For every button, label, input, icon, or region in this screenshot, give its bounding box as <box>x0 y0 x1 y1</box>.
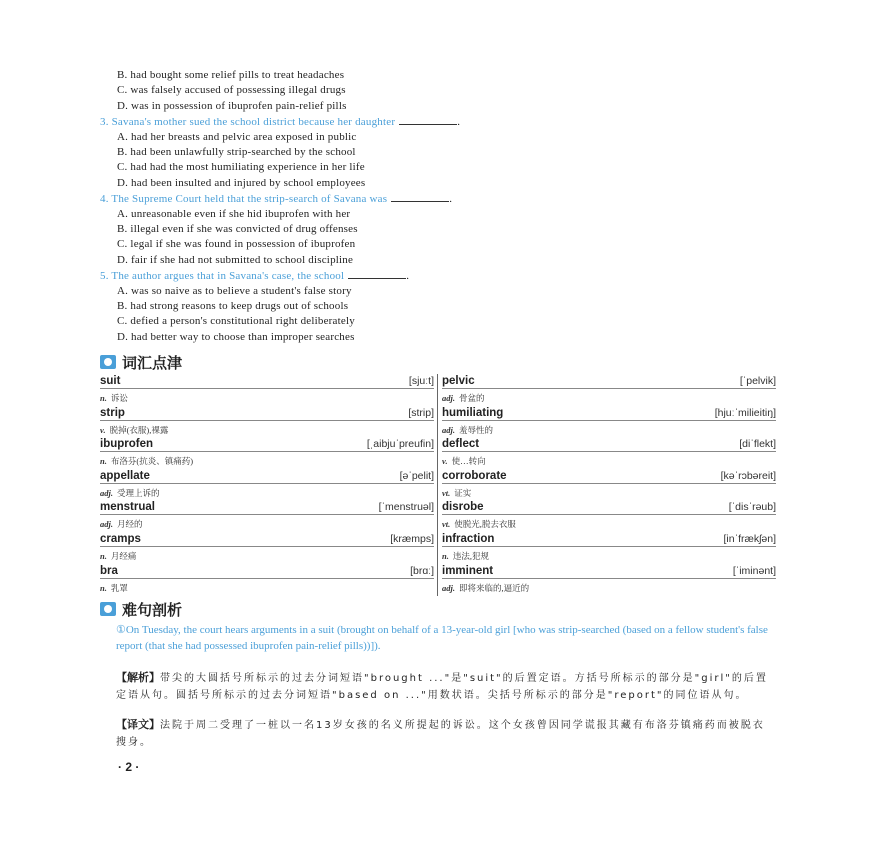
vocab-pos: adj. <box>442 582 455 593</box>
vocab-phonetic: [inˈfrækʃən] <box>723 533 776 545</box>
vocab-phonetic: [diˈflekt] <box>739 438 776 451</box>
vocab-entry <box>100 374 434 406</box>
vocab-divider <box>437 374 438 596</box>
answer-option <box>117 146 356 158</box>
vocab-entry <box>442 437 776 469</box>
analysis-sentence: ①On Tuesday, the court hears arguments in a suit (brought on behalf of a 13-year-old girl [who was strip-searched (based on a fellow student's false report (that she had possessed ibuprofen pain-relief pills))]). <box>116 624 768 652</box>
vocab-entry <box>442 469 776 501</box>
vocab-entry <box>100 564 434 596</box>
vocab-entry <box>100 469 434 501</box>
vocab-meaning <box>442 455 486 467</box>
vocab-pos: n. <box>100 393 107 403</box>
answer-option <box>117 285 352 297</box>
line-text: 5. The author argues that in Savana's case, the school <box>100 270 345 283</box>
vocab-phonetic: [ˈiminənt] <box>732 564 776 577</box>
vocab-word: corroborate <box>442 469 507 482</box>
vocab-rule <box>442 514 776 515</box>
people-icon <box>100 602 116 616</box>
analysis-explanation <box>116 670 771 704</box>
vocab-section-header <box>100 353 182 371</box>
vocab-phonetic: [brɑː] <box>410 564 434 577</box>
answer-blank <box>348 269 406 279</box>
translation-text: 法院于周二受理了一桩以一名13岁女孩的名义所提起的诉讼。这个女孩曾因同学谎报其藏有布洛芬镇痛药而被脱衣搜身。 <box>116 720 765 748</box>
vocab-word: humiliating <box>442 406 504 419</box>
vocab-meaning <box>100 550 136 562</box>
vocab-phonetic: [kəˈrɔbəreit] <box>720 469 776 482</box>
vocab-pos: v. <box>100 424 106 435</box>
vocab-word: menstrual <box>100 501 155 514</box>
vocab-word: pelvic <box>442 375 475 387</box>
translation-label: 【译文】 <box>116 719 160 731</box>
vocab-definition: 受理上诉的 <box>117 487 160 498</box>
answer-blank <box>391 192 449 202</box>
vocab-pos: n. <box>100 456 107 467</box>
answer-option <box>117 315 355 327</box>
vocab-entry <box>442 564 776 596</box>
vocab-definition: 使…转向 <box>451 456 486 467</box>
vocab-definition: 布洛芬(抗炎、镇痛药) <box>110 456 194 467</box>
vocab-section-title: 词汇点津 <box>122 353 183 372</box>
vocab-word: bra <box>100 564 118 577</box>
answer-option <box>117 131 356 143</box>
vocab-definition: 乳罩 <box>110 582 128 593</box>
vocab-meaning <box>442 487 471 499</box>
vocab-word: appellate <box>100 469 150 482</box>
line-text: B. had strong reasons to keep drugs out of schools <box>117 300 349 312</box>
vocab-definition: 月经的 <box>117 519 143 530</box>
answer-option <box>117 100 347 112</box>
vocab-definition: 月经痛 <box>110 551 137 561</box>
vocab-pos: adj. <box>442 424 455 435</box>
vocab-entry <box>100 406 434 438</box>
analysis-section-title: 难句剖析 <box>122 600 183 619</box>
vocab-meaning <box>100 518 143 530</box>
vocab-pos: adj. <box>100 519 113 530</box>
thumbs-up-icon <box>100 355 116 369</box>
vocab-meaning <box>442 518 516 530</box>
vocab-pos: n. <box>100 582 107 593</box>
vocab-definition: 证实 <box>454 487 472 498</box>
vocab-definition: 脱掉(衣服),裸露 <box>109 424 169 435</box>
line-text: A. had her breasts and pelvic area exposed in public <box>117 130 357 143</box>
page-number: · 2 · <box>118 760 140 774</box>
vocab-word: imminent <box>442 564 494 577</box>
vocab-definition: 违法,犯规 <box>452 551 489 561</box>
vocab-phonetic: [əˈpelit] <box>399 469 434 482</box>
vocab-phonetic: [sjuːt] <box>408 375 434 387</box>
line-text: D. had been insulted and injured by school employees <box>117 176 366 189</box>
vocab-meaning <box>442 550 489 562</box>
vocab-phonetic: [ˈmenstruəl] <box>378 501 434 514</box>
vocab-meaning <box>442 424 493 436</box>
line-text: C. had had the most humiliating experience in her life <box>117 161 365 174</box>
question-stem: 3. Savana's mother sued the school district because her daughter . <box>100 116 461 129</box>
answer-option <box>117 223 358 235</box>
vocab-rule <box>442 546 776 547</box>
answer-option <box>117 300 348 312</box>
vocab-rule <box>442 388 776 389</box>
answer-option <box>117 331 355 343</box>
vocab-rule <box>100 388 434 389</box>
line-text: B. illegal even if she was convicted of drug offenses <box>117 223 358 235</box>
explain-label: 【解析】 <box>116 672 160 684</box>
vocab-pos: n. <box>442 551 449 561</box>
line-text: C. was falsely accused of possessing illegal drugs <box>117 84 346 97</box>
vocab-phonetic: [ˈpelvik] <box>739 375 776 387</box>
analysis-translation <box>116 717 771 751</box>
vocab-meaning <box>100 392 128 404</box>
vocab-pos: vt. <box>442 519 451 530</box>
vocab-word: deflect <box>442 438 480 451</box>
vocab-pos: n. <box>100 551 107 561</box>
vocab-word: strip <box>100 406 125 419</box>
vocab-entry <box>442 500 776 532</box>
line-text: C. legal if she was found in possession of ibuprofen <box>117 238 356 251</box>
vocab-entry <box>442 532 776 564</box>
answer-blank <box>399 115 457 125</box>
vocab-word: disrobe <box>442 501 484 514</box>
vocab-entry <box>100 500 434 532</box>
vocab-phonetic: [strip] <box>408 406 434 419</box>
vocab-rule <box>100 514 434 515</box>
vocab-definition: 骨盆的 <box>459 393 485 403</box>
vocab-rule <box>100 451 434 452</box>
line-text: C. defied a person's constitutional right deliberately <box>117 315 355 328</box>
line-text: A. was so naive as to believe a student's false story <box>117 284 352 297</box>
vocab-entry <box>100 532 434 564</box>
explain-text: 带尖的大圆括号所标示的过去分词短语"brought ..."是"suit"的后置定语。方括号所标示的部分是"girl"的后置定语从句。圆括号所标示的过去分词短语"based on ..."用数状语。尖括号所标示的部分是"report"的同位语从句。 <box>116 673 768 701</box>
vocab-rule <box>442 420 776 421</box>
vocab-phonetic: [ˈdisˈrəub] <box>728 501 776 514</box>
vocab-definition: 羞辱性的 <box>459 424 494 435</box>
vocab-rule <box>442 451 776 452</box>
line-text: D. had better way to choose than improper searches <box>117 330 355 343</box>
vocab-rule <box>100 578 434 579</box>
answer-option <box>117 208 350 220</box>
analysis-section-header <box>100 600 182 618</box>
answer-option <box>117 177 365 189</box>
line-text: A. unreasonable even if she hid ibuprofen with her <box>117 207 351 220</box>
vocab-entry <box>442 406 776 438</box>
vocab-meaning <box>100 582 128 594</box>
vocab-phonetic: [ˌaibjuˈpreufin] <box>366 438 434 451</box>
line-text: B. had been unlawfully strip-searched by the school <box>117 146 356 158</box>
vocab-word: ibuprofen <box>100 438 154 451</box>
line-text: B. had bought some relief pills to treat headaches <box>117 69 345 81</box>
question-stem: 5. The author argues that in Savana's case, the school . <box>100 270 410 283</box>
answer-option <box>117 69 344 81</box>
vocab-meaning <box>442 392 485 404</box>
vocab-rule <box>442 483 776 484</box>
vocab-definition: 即将来临的,逼近的 <box>459 582 530 593</box>
vocab-meaning <box>442 582 529 594</box>
vocab-pos: adj. <box>442 393 455 403</box>
vocab-meaning <box>100 424 168 436</box>
vocab-pos: adj. <box>100 487 113 498</box>
line-text: D. fair if she had not submitted to school discipline <box>117 253 354 266</box>
line-text: 4. The Supreme Court held that the strip-search of Savana was <box>100 193 388 206</box>
answer-option <box>117 161 365 173</box>
vocab-rule <box>442 578 776 579</box>
vocab-definition: 诉讼 <box>110 393 128 403</box>
vocab-meaning <box>100 455 193 467</box>
vocab-entry <box>442 374 776 406</box>
answer-option <box>117 84 346 96</box>
vocab-word: suit <box>100 375 121 387</box>
vocab-meaning <box>100 487 160 499</box>
vocab-word: infraction <box>442 533 495 545</box>
answer-option <box>117 254 353 266</box>
vocab-pos: v. <box>442 456 448 467</box>
vocab-word: cramps <box>100 533 141 545</box>
vocab-pos: vt. <box>442 487 451 498</box>
vocab-rule <box>100 420 434 421</box>
vocab-phonetic: [hjuːˈmilieitiŋ] <box>714 406 776 419</box>
vocab-phonetic: [kræmps] <box>390 533 434 545</box>
answer-option <box>117 238 355 250</box>
question-stem: 4. The Supreme Court held that the strip-search of Savana was . <box>100 193 453 206</box>
vocab-definition: 使脱光,脱去衣服 <box>454 519 516 530</box>
vocab-rule <box>100 546 434 547</box>
vocab-entry <box>100 437 434 469</box>
vocab-rule <box>100 483 434 484</box>
line-text: 3. Savana's mother sued the school district because her daughter <box>100 116 396 129</box>
line-text: D. was in possession of ibuprofen pain-relief pills <box>117 99 347 112</box>
